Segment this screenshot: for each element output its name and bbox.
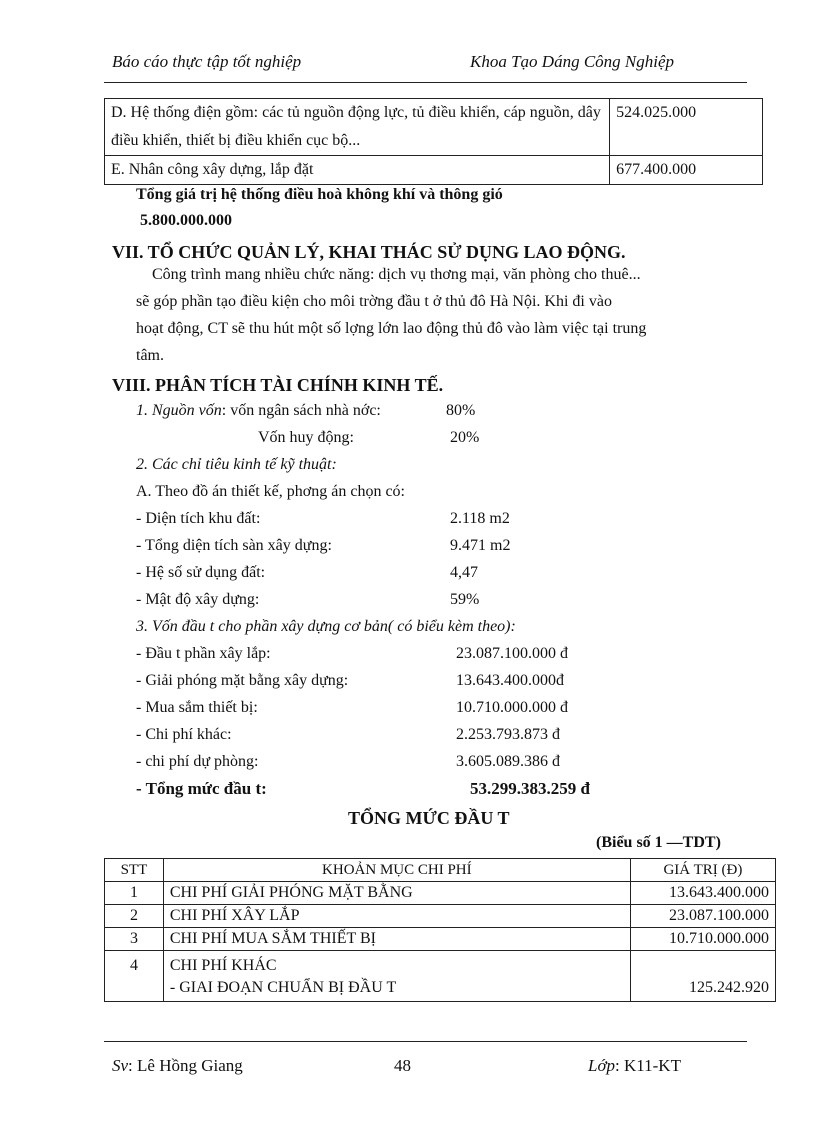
table-row [105,905,776,928]
row-stt: 4 [105,951,164,1002]
header-rule [104,82,747,83]
equipment-value: 524.025.000 [610,99,763,156]
indicator-label: - Tổng diện tích sàn xây dựng: [136,537,332,554]
investment-label: - Chi phí khác: [136,726,232,743]
indicator-label: - Mật độ xây dựng: [136,591,260,608]
section-7-line: hoạt động, CT sẽ thu hút một số lợng lớn lao động thủ đô vào làm việc tại trung [136,320,647,337]
equipment-desc: E. Nhân công xây dựng, lắp đặt [105,156,610,185]
indicator-value: 9.471 m2 [450,537,511,554]
row-stt: 1 [105,882,164,905]
indicator-value: 2.118 m2 [450,510,510,527]
section-7-line: tâm. [136,347,164,364]
investment-value: 2.253.793.873 đ [456,726,560,743]
row-item: CHI PHÍ MUA SẮM THIẾT BỊ [163,928,630,951]
summary-caption: (Biểu số 1 —TDT) [596,834,721,851]
table-row [105,882,776,905]
column-header: KHOẢN MỤC CHI PHÍ [163,859,630,882]
investment-heading: 3. Vốn đầu t cho phần xây dựng cơ bản( có biểu kèm theo): [136,618,516,635]
summary-table [104,858,776,1002]
summary-title: TỔNG MỨC ĐẦU T [348,808,510,828]
capital-line [136,402,381,420]
total-investment-label: - Tổng mức đầu t: [136,779,267,798]
table-row [105,99,763,156]
capital-label: Vốn huy động: [258,429,354,446]
indicators-heading: 2. Các chỉ tiêu kinh tế kỹ thuật: [136,456,337,473]
column-header: GIÁ TRỊ (Đ) [630,859,775,882]
row-item-cell [163,951,630,1002]
row-item: CHI PHÍ KHÁC [169,957,277,974]
investment-value: 23.087.100.000 đ [456,645,568,662]
total-hvac-label: Tổng giá trị hệ thống điều hoà không khí và thông gió [136,186,503,203]
row-item: CHI PHÍ GIẢI PHÓNG MẶT BẰNG [163,882,630,905]
row-amount: 23.087.100.000 [630,905,775,928]
row-amount: 10.710.000.000 [630,928,775,951]
section-7-line: Công trình mang nhiều chức năng: dịch vụ thơng mại, văn phòng cho thuê... [152,266,641,283]
header-left: Báo cáo thực tập tốt nghiệp [112,52,302,71]
indicator-label: - Hệ số sử dụng đất: [136,564,266,581]
student-name: : Lê Hồng Giang [128,1056,243,1075]
indicator-label: - Diện tích khu đất: [136,510,261,527]
equipment-desc: D. Hệ thống điện gồm: các tủ nguồn động lực, tủ điều khiển, cáp nguồn, dây điều khiển, thiết bị điều khiển cục bộ... [105,99,610,156]
row-subitem: - GIAI ĐOẠN CHUẨN BỊ ĐẦU T [169,979,397,996]
class-value: : K11-KT [615,1056,681,1075]
column-header: STT [105,859,164,882]
table-row [105,951,776,1002]
section-8-title: VIII. PHÂN TÍCH TÀI CHÍNH KINH TẾ. [112,375,444,395]
row-item: CHI PHÍ XÂY LẮP [163,905,630,928]
plan-line: A. Theo đồ án thiết kế, phơng án chọn có: [136,483,405,500]
equipment-value: 677.400.000 [610,156,763,185]
student-label: Sv [112,1056,129,1075]
table-row [105,156,763,185]
indicator-value: 59% [450,591,480,608]
row-amount: 13.643.400.000 [630,882,775,905]
page-number: 48 [394,1056,411,1075]
capital-value: 80% [446,402,476,419]
investment-value: 10.710.000.000 đ [456,699,568,716]
investment-label: - Đầu t phần xây lắp: [136,645,271,662]
equipment-table [104,98,763,185]
total-investment-value: 53.299.383.259 đ [470,779,590,798]
section-7-title: VII. TỔ CHỨC QUẢN LÝ, KHAI THÁC SỬ DỤNG LAO ĐỘNG. [112,242,626,262]
footer-student [112,1056,243,1076]
footer-rule [104,1041,747,1042]
row-amount: 125.242.920 [630,951,775,1002]
row-stt: 2 [105,905,164,928]
table-row [105,928,776,951]
table-header-row [105,859,776,882]
investment-value: 3.605.089.386 đ [456,753,560,770]
investment-label: - Mua sắm thiết bị: [136,699,258,716]
capital-heading: 1. Nguồn vốn [136,402,222,419]
indicator-value: 4,47 [450,564,478,581]
capital-value: 20% [450,429,480,446]
capital-label: : vốn ngân sách nhà nớc: [221,402,381,419]
class-label: Lớp [588,1056,616,1075]
row-stt: 3 [105,928,164,951]
investment-value: 13.643.400.000đ [456,672,564,689]
footer-class [588,1056,681,1076]
investment-label: - chi phí dự phòng: [136,753,259,770]
investment-label: - Giải phóng mặt bằng xây dựng: [136,672,349,689]
total-hvac-value: 5.800.000.000 [140,212,232,229]
section-7-line: sẽ góp phần tạo điều kiện cho môi trờng đầu t ở thủ đô Hà Nội. Khi đi vào [136,293,612,310]
header-right: Khoa Tạo Dáng Công Nghiệp [470,52,675,71]
